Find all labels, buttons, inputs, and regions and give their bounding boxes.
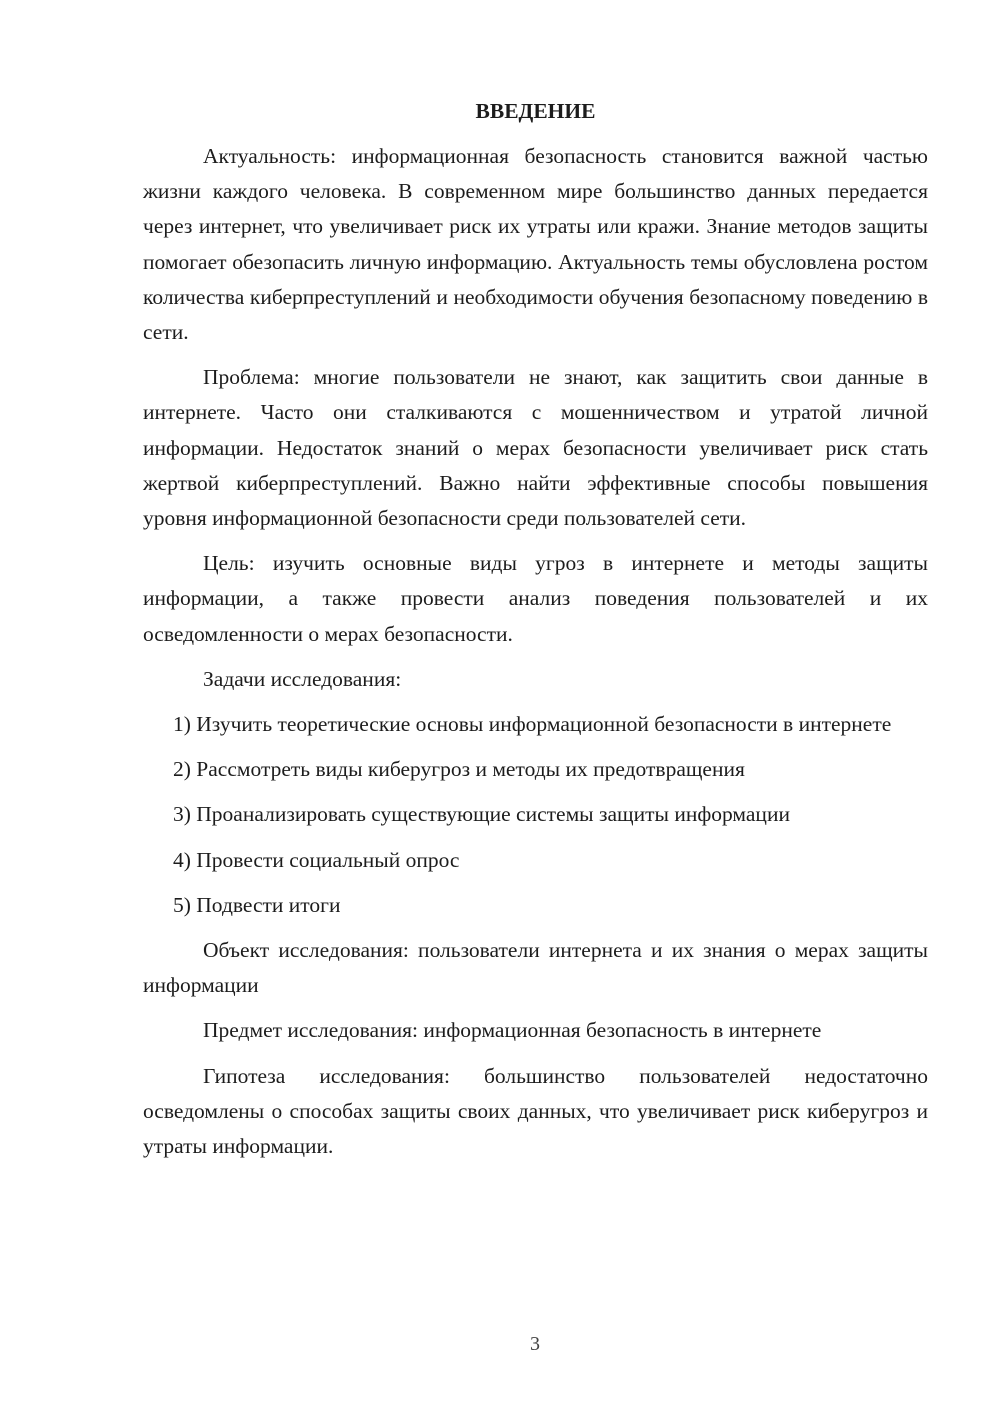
- object-paragraph: Объект исследования: пользователи интернета и их знания о мерах защиты информации: [143, 938, 928, 998]
- document-page: [143, 94, 928, 1174]
- goal-paragraph: Цель: изучить основные виды угроз в интернете и методы защиты информации, а также провести анализ поведения пользователей и их осведомленности о мерах безопасности.: [143, 551, 928, 646]
- task-item-1: 1) Изучить теоретические основы информационной безопасности в интернете: [173, 712, 892, 737]
- task-item-5: 5) Подвести итоги: [173, 892, 341, 917]
- task-item-2: 2) Рассмотреть виды киберугроз и методы их предотвращения: [173, 757, 745, 782]
- subject-paragraph: Предмет исследования: информационная безопасность в интернете: [203, 1018, 822, 1043]
- problem-paragraph: Проблема: многие пользователи не знают, как защитить свои данные в интернете. Часто они сталкиваются с мошенничеством и утратой личной информации. Недостаток знаний о мерах безопасности увеличивает риск стать жертвой киберпреступлений. Важно найти эффективные способы повышения уровня информационной безопасности среди пользователей сети.: [143, 365, 928, 531]
- page-number: 3: [530, 1333, 540, 1355]
- relevance-paragraph: Актуальность: информационная безопасность становится важной частью жизни каждого человека. В современном мире большинство данных передается через интернет, что увеличивает риск их утраты или кражи. Знание методов защиты помогает обезопасить личную информацию. Актуальность темы обусловлена ростом количества киберпреступлений и необходимости обучения безопасному поведению в сети.: [143, 144, 928, 345]
- task-item-4: 4) Провести социальный опрос: [173, 847, 460, 872]
- hypothesis-paragraph: Гипотеза исследования: большинство пользователей недостаточно осведомлены о способах защиты своих данных, что увеличивает риск киберугроз и утраты информации.: [143, 1063, 928, 1159]
- section-title: ВВЕДЕНИЕ: [475, 99, 596, 123]
- tasks-heading: Задачи исследования:: [203, 666, 402, 691]
- task-item-3: 3) Проанализировать существующие системы защиты информации: [173, 802, 790, 827]
